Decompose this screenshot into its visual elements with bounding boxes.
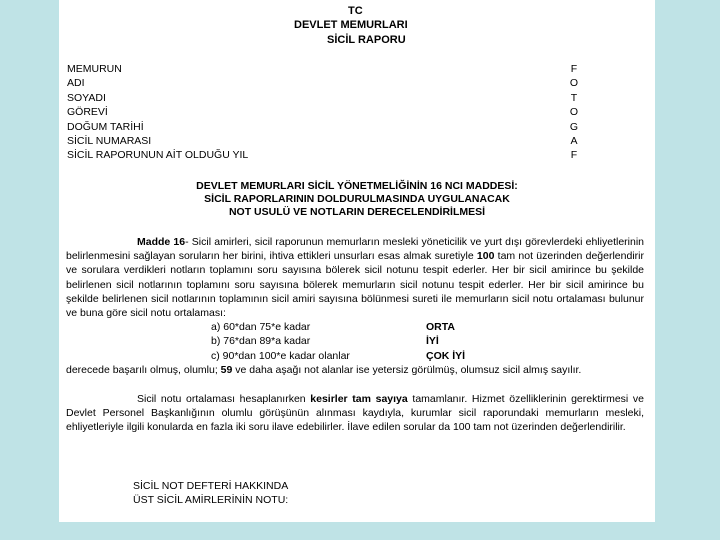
header-tc: TC: [348, 5, 363, 17]
conclusion-bold-59: 59: [220, 364, 233, 376]
photo-letter: F: [570, 63, 578, 75]
article-label: Madde 16: [137, 236, 186, 248]
photo-placeholder: [569, 62, 579, 163]
article-paragraph: [66, 235, 644, 320]
article-bold-100: 100: [476, 250, 495, 263]
conclusion-text-2: ve daha aşağı not alanlar ise yetersiz görülmüş, olumsuz sicil almış sayılır.: [232, 364, 582, 376]
photo-letter: A: [570, 134, 578, 147]
photo-letter: G: [569, 120, 579, 133]
conclusion-text-1: derecede başarılı olmuş, olumlu;: [66, 364, 221, 376]
section-heading-line2: SİCİL RAPORLARININ DOLDURULMASINDA UYGULANACAK: [204, 193, 510, 205]
header-report-title: SİCİL RAPORU: [327, 34, 406, 46]
fields-list: [67, 62, 248, 163]
field-label: SİCİL RAPORUNUN AİT OLDUĞU YIL: [67, 149, 249, 162]
section-heading-line1: DEVLET MEMURLARI SİCİL YÖNETMELİĞİNİN 16 NCI MADDESİ:: [196, 180, 518, 192]
article-text-2: tam not üzerinden değerlendirir ve sorulara verdikleri notların toplamını soru sayısına bölerek sicil notunu tespit ederler. Her bir sicil amirince bu şekilde belirlenen sicil notlarının toplamını soru sayısına bölerek memurların sicil notunu tespit ederler. Her bir sicil amirince bu şekilde belirlenen sicil notlarının toplamının sicil amiri sayısına bölünmesi sureti ile memurların sicil notu ortalaması bulunur ve buna göre sicil notu ortalaması:: [66, 250, 644, 320]
range-c: c) 90*dan 100*e kadar olanlar: [211, 350, 350, 362]
grade-c: ÇOK İYİ: [426, 350, 466, 362]
field-label: DOĞUM TARİHİ: [67, 120, 144, 133]
paragraph2-bold: kesirler tam sayıya: [310, 393, 408, 405]
field-label: SİCİL NUMARASI: [67, 134, 152, 147]
photo-letter: O: [569, 106, 579, 119]
grade-a: ORTA: [426, 321, 455, 333]
field-label: GÖREVİ: [67, 106, 108, 119]
grade-b: İYİ: [426, 335, 439, 347]
footer-line2: ÜST SİCİL AMİRLERİNİN NOTU:: [133, 494, 289, 506]
paragraph2-text-2: tamamlanır. Hizmet özelliklerinin gerektirmesi ve Devlet Personel Başkanlığının olumlu görüşünün alınması kaydıyla, kurumlar sicil raporundaki memurların mesleki, ehliyetleriyle ilgili konularda en fazla iki soru ilave edebilirler. İlave edilen sorular da 100 tam not üzerinden değerlendirilir.: [66, 393, 644, 434]
section-heading-line3: NOT USULÜ VE NOTLARIN DERECELENDİRİLMESİ: [228, 206, 486, 218]
field-label: ADI: [67, 77, 85, 90]
article-text-1: - Sicil amirleri, sicil raporunun memurların mesleki yöneticilik ve yurt dışı görevlerdeki ehliyetlerinin belirlenmesini sağlayan soruların her birini, ihtiva ettikleri unsurları esas almak suretiyle: [66, 236, 644, 263]
conclusion-paragraph: [66, 363, 644, 377]
range-b: b) 76*dan 89*a kadar: [211, 335, 311, 347]
paragraph2-text-1: Sicil notu ortalaması hesaplanırken: [137, 393, 311, 405]
document-page: [59, 0, 655, 522]
footer-line1: SİCİL NOT DEFTERİ HAKKINDA: [133, 480, 289, 492]
field-label: SOYADI: [67, 91, 106, 104]
range-a: a) 60*dan 75*e kadar: [211, 321, 311, 333]
rounding-paragraph: [66, 392, 644, 435]
photo-letter: T: [570, 91, 578, 104]
header-org: DEVLET MEMURLARI: [294, 19, 408, 31]
photo-letter: O: [569, 77, 579, 90]
photo-letter: F: [570, 149, 578, 162]
field-label: MEMURUN: [67, 63, 122, 75]
